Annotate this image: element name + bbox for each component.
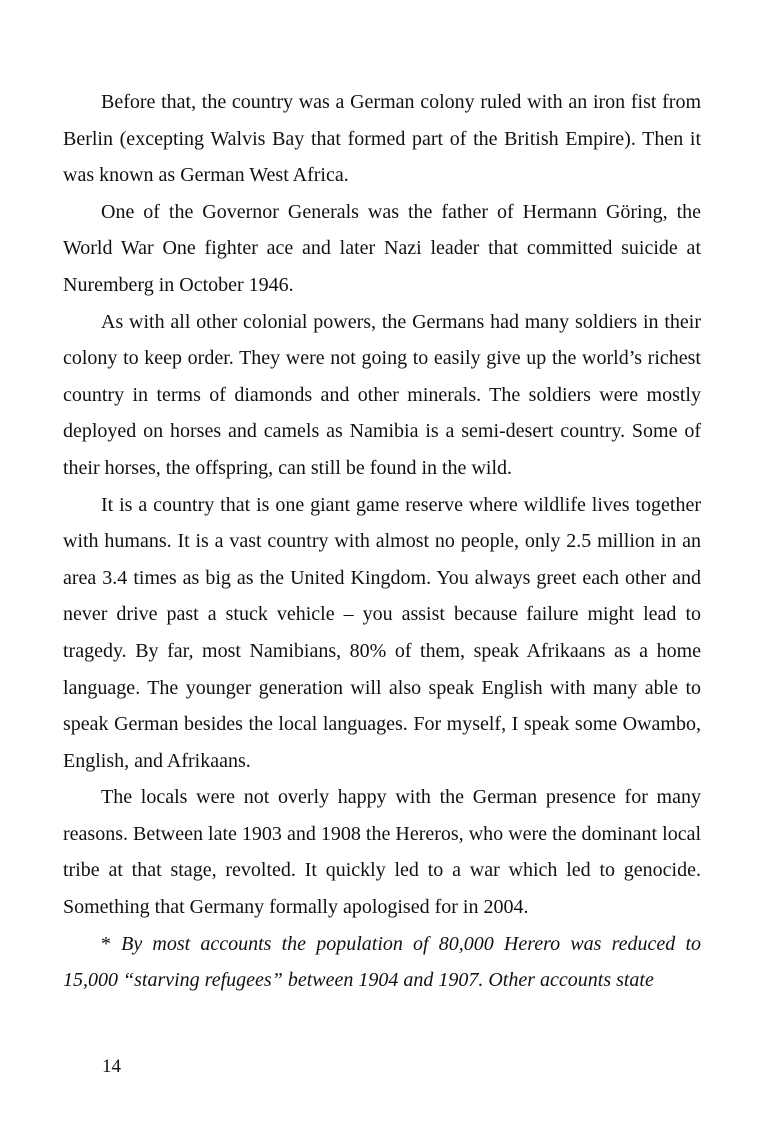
paragraph: Before that, the country was a German colony ruled with an iron fist from Berlin (excepting Walvis Bay that formed part of the British Empire). Then it was known as German West Africa.	[63, 91, 701, 187]
paragraph: It is a country that is one giant game reserve where wildlife lives together with humans. It is a vast country with almost no people, only 2.5 million in an area 3.4 times as big as the United Kingdom. You always greet each other and never drive past a stuck vehicle – you assist because failure might lead to tragedy. By far, most Namibians, 80% of them, speak Afrikaans as a home language. The younger generation will also speak English with many able to speak German besides the local languages. For myself, I speak some Owambo, English, and Afrikaans.	[63, 493, 701, 772]
body-text	[63, 84, 701, 999]
paragraph: As with all other colonial powers, the Germans had many soldiers in their colony to keep order. They were not going to easily give up the world’s richest country in terms of diamonds and other minerals. The soldiers were mostly deployed on horses and camels as Namibia is a semi-desert country. Some of their horses, the offspring, can still be found in the wild.	[63, 310, 701, 479]
paragraph: The locals were not overly happy with the German presence for many reasons. Between late 1903 and 1908 the Hereros, who were the dominant local tribe at that stage, revolted. It quickly led to a war which led to genocide. Something that Germany formally apologised for in 2004.	[63, 786, 701, 919]
footnote-text: By most accounts the population of 80,000 Herero was reduced to 15,000 “starving refugees” between 1904 and 1907. Other accounts state	[63, 932, 702, 992]
footnote	[63, 926, 701, 999]
paragraph: One of the Governor Generals was the father of Hermann Göring, the World War One fighter ace and later Nazi leader that committed suicide at Nuremberg in October 1946.	[63, 200, 701, 296]
footnote-marker: *	[101, 932, 122, 955]
page-number: 14	[102, 1056, 121, 1077]
